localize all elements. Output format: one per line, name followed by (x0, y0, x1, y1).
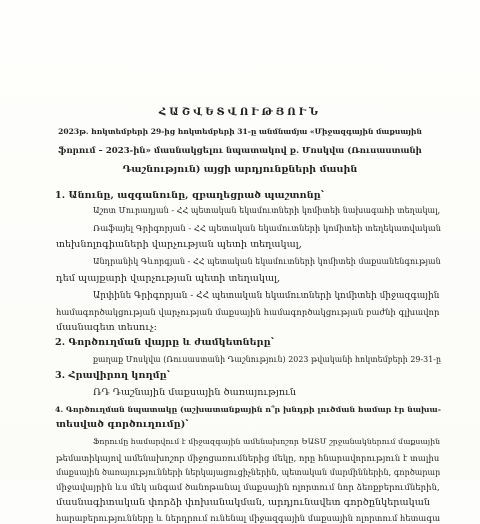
section-2-heading: 2. Գործուղման վայրը և ժամկետները՝ (55, 337, 274, 348)
section-1-line-1: Աշոտ Մուրադյան - ՀՀ պետական եկամուտների կոմիտեի նախագահի տեղակալ, (93, 206, 441, 215)
subtitle-line-2: ֆորում – 2023-ին» մասնակցելու նպատակով ք. Մոսկվա (Ռուսաստանի (58, 146, 422, 156)
section-4-line-4: միջավայրին ևս մեկ անգամ ծանոթանալ մաքսային ոլորտում նոր ձեռքբերումներին, (56, 483, 440, 493)
section-1-heading: 1. Անունը, ազգանունը, զբաղեցրած պաշտոնը՝ (55, 190, 324, 201)
section-4-line-3: մաքսային ծառայությունների ներկայացուցիչներին, պետական մարմիններին, գործարար (56, 468, 441, 477)
section-4-line-6: հարաբերությունները և ներդրում ունենալ միջազգային մաքսային ոլորտում հետագա (56, 513, 441, 523)
section-4-heading-line-2: տեսված գործուղումը)՝ (56, 419, 189, 430)
section-1-line-7: համագործակցության վարչության մաքսային համագործակցության բաժնի գլխավոր (56, 307, 440, 317)
section-2-line: քաղաք Մոսկվա (Ռուսաստանի Դաշնություն) 2023 թվականի հոկտեմբերի 29-31-ը (93, 355, 442, 364)
section-1-line-4: Անդրանիկ Գևորգյան - ՀՀ պետական եկամուտների կոմիտեի մաքսանենգության (93, 257, 441, 266)
section-1-line-2: Ռաֆայել Գրիգորյան - ՀՀ պետական եկամուտների կոմիտեի տեղեկատվական (93, 223, 441, 233)
section-4-line-1: Ֆորումը համարվում է միջազգային ամենախոշոր ԵԱՏՄ շրջանակներում մաքսային (93, 437, 441, 446)
section-1-line-6: Արփինե Գրիգորյան - ՀՀ պետական եկամուտների կոմիտեի միջազգային (93, 291, 440, 301)
document-title: ՀԱՇՎԵՏՎՈՒԹՅՈՒՆ (158, 107, 322, 118)
section-4-heading-line-1: 4. Գործուղման նպատակը (աշխատանքային ո՞ր խնդրի լուծման համար էր նախա- (55, 405, 442, 414)
section-3-line: ՌԴ Դաշնային մաքսային ծառայություն (93, 387, 296, 398)
subtitle-line-3: Դաշնություն) այցի արդյունքների մասին (122, 164, 358, 175)
section-4-line-2: թեմատիկայով ամենախոշոր միջոցառումներից մեկը, որը հնարավորություն է տալիս (56, 453, 440, 463)
section-1-line-3: տեխնոլոգիաների վարչության պետի տեղակալ, (56, 239, 302, 250)
section-1-line-5: դեմ պայքարի վարչության պետի տեղակալ, (56, 273, 281, 284)
section-4-line-5: մասնագիտական փորձի փոխանակման, արդյունավետ գործընկերական (56, 497, 431, 508)
section-1-line-8: մասնագետ տեսուչ: (56, 322, 157, 333)
section-3-heading: 3. Հրավիրող կողմը՝ (55, 370, 170, 381)
subtitle-line-1: 2023թ. հոկտեմբերի 29-ից հոկտեմբերի 31-ը անմնամյա «Միջազգային մաքսային (58, 127, 422, 136)
